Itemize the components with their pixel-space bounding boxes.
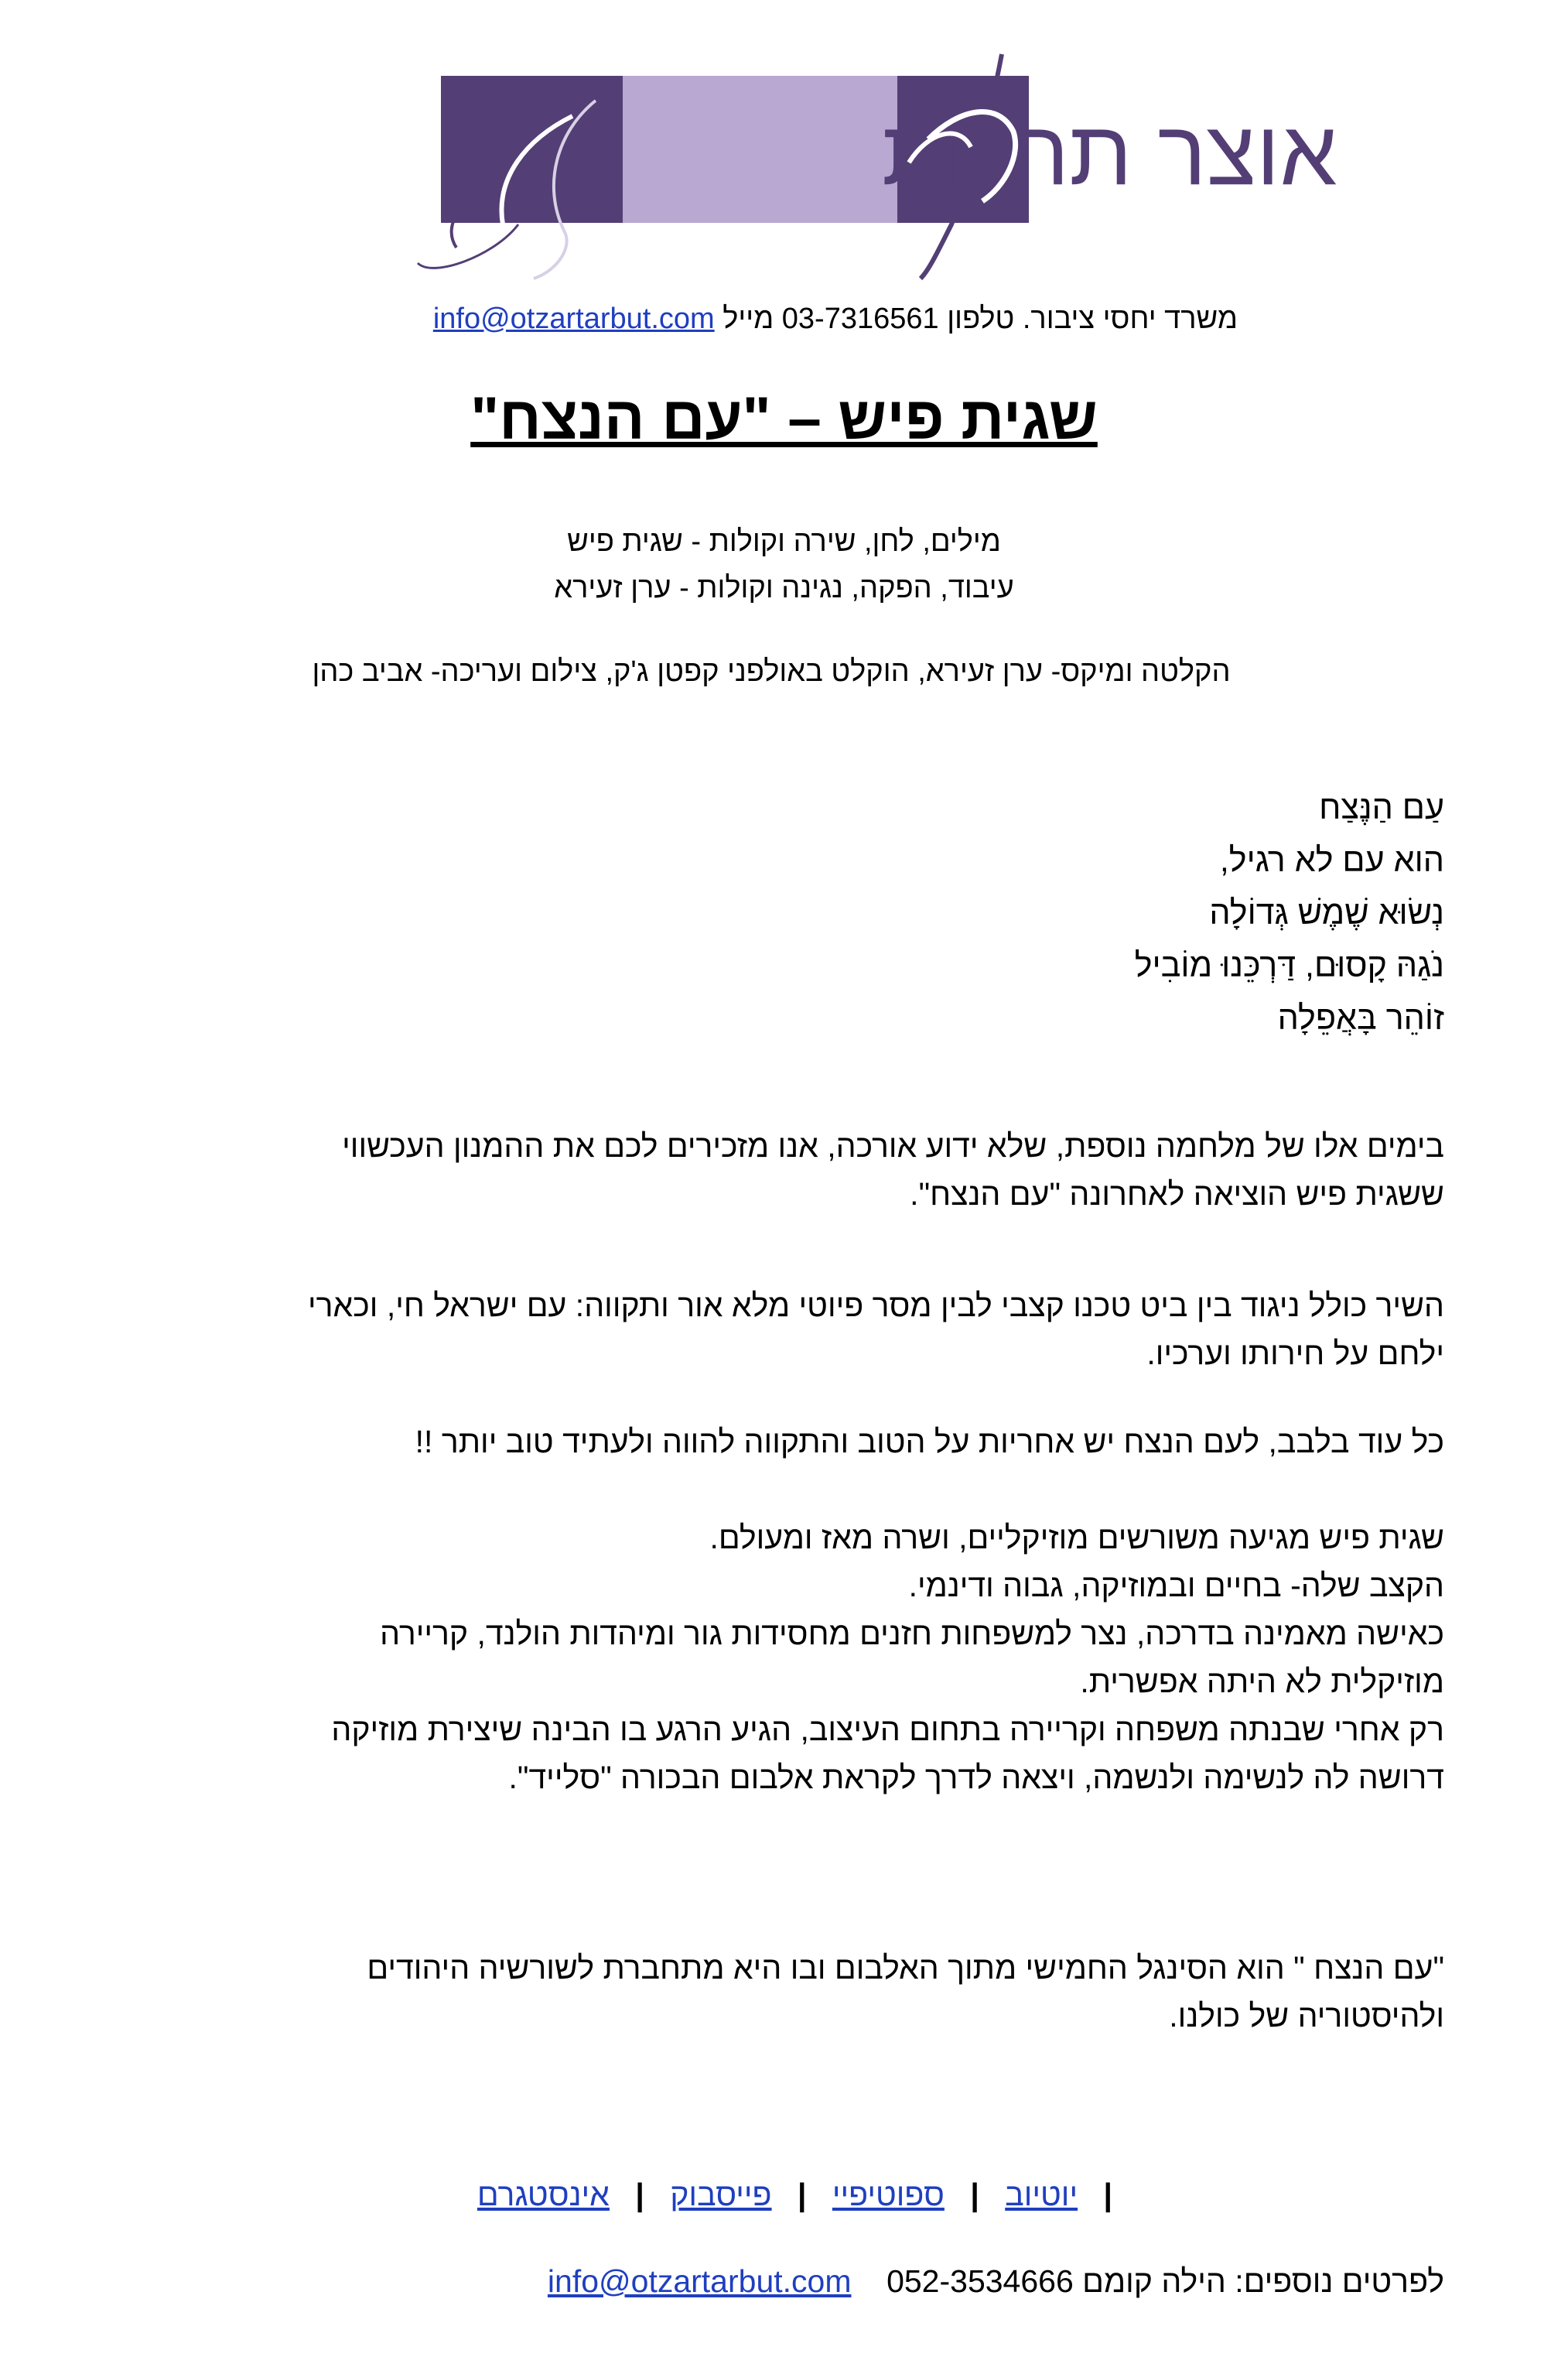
paragraph-line: השיר כולל ניגוד בין ביט טכנו קצבי לבין מסר פיוטי מלא אור ותקווה: עם ישראל חי, וכארי [307, 1288, 1444, 1323]
otzar-tarbut-logo [340, 46, 1337, 286]
poem-line: עַם הַנֶּצַח [1319, 789, 1444, 826]
youtube-link[interactable]: יוטיוב [1005, 2177, 1078, 2212]
pr-contact-line [0, 300, 1238, 337]
paragraph-1 [121, 1122, 1444, 1218]
credits-line-1: מילים, לחן, שירה וקולות - שגית פיש [567, 525, 1001, 558]
facebook-link[interactable]: פייסבוק [670, 2177, 772, 2212]
link-separator: | [1103, 2177, 1112, 2212]
poem-excerpt [1135, 782, 1444, 1045]
poem-line: נְשׂוּא שֶׁמֶשׁ גְּדוֹלָה [1209, 895, 1444, 932]
instagram-link[interactable]: אינסטגרם [477, 2177, 610, 2212]
paragraph-line: "עם הנצח " הוא הסינגל החמישי מתוך האלבום ובו היא מתחברת לשורשיה היהודים [367, 1950, 1444, 1986]
paragraph-3 [121, 1418, 1444, 1466]
paragraph-line: רק אחרי שבנתה משפחה וקריירה בתחום העיצוב, הגיע הרגע בו הבינה שיצירת מוזיקה [331, 1712, 1444, 1747]
paragraph-5 [121, 1944, 1444, 2040]
pr-email-link[interactable]: info@otzartarbut.com [432, 303, 715, 335]
contact-text: לפרטים נוספים: הילה קומם 052-3534666 [886, 2263, 1444, 2299]
social-links [0, 2173, 1129, 2216]
paragraph-line: דרושה לה לנשימה ולנשמה, ויצאה לדרך לקראת אלבום הבכורה "סלייד". [508, 1760, 1444, 1795]
paragraph-line: שגית פיש מגיעה משורשים מוזיקליים, ושרה מאז ומעולם. [709, 1520, 1444, 1555]
contact-email-link[interactable]: info@otzartarbut.com [547, 2263, 852, 2299]
paragraph-line: כל עוד בלבב, לעם הנצח יש אחריות על הטוב והתקווה להווה ולעתיד טוב יותר !! [415, 1424, 1444, 1459]
credits-line-3: הקלטה ומיקס- ערן זעירא, הוקלט באולפני קפטן ג'ק, צילום ועריכה- אביב כהן [312, 655, 1231, 688]
spotify-link[interactable]: ספוטיפיי [832, 2177, 945, 2212]
paragraph-line: ולהיסטוריה של כולנו. [1169, 1998, 1444, 2034]
paragraph-line: הקצב שלה- בחיים ובמוזיקה, גבוה ודינמי. [908, 1568, 1444, 1603]
paragraph-line: בימים אלו של מלחמה נוספת, שלא ידוע אורכה, אנו מזכירים לכם את ההמנון העכשווי [342, 1128, 1444, 1164]
paragraph-line: ששגית פיש הוציאה לאחרונה "עם הנצח". [910, 1176, 1444, 1212]
paragraph-2 [121, 1281, 1444, 1377]
paragraph-line: כאישה מאמינה בדרכה, נצר למשפחות חזנים מחסידות גור ומיהדות הולנד, קריירה [380, 1616, 1444, 1651]
pr-line-text: משרד יחסי ציבור. טלפון 03-7316561 מייל [723, 303, 1238, 335]
poem-line: נֹגַהּ קָסוּם, דַּרְכֵּנוּ מוֹבִיל [1134, 947, 1444, 984]
link-separator: | [635, 2177, 644, 2212]
paragraph-4 [121, 1514, 1444, 1801]
link-separator: | [797, 2177, 807, 2212]
poem-line: הוא עם לא רגיל, [1219, 842, 1444, 879]
page-title: שגית פיש – "עם הנצח" [470, 384, 1098, 452]
paragraph-line: מוזיקלית לא היתה אפשרית. [1080, 1664, 1444, 1699]
contact-line [548, 2259, 1444, 2303]
paragraph-line: ילחם על חירותו וערכיו. [1146, 1336, 1444, 1371]
link-separator: | [970, 2177, 979, 2212]
logo-text: אוצר תרבות [882, 102, 1337, 204]
credits-line-2: עיבוד, הפקה, נגינה וקולות - ערן זעירא [554, 572, 1014, 604]
poem-line: זוֹהֵר בָּאֲפֵלָה [1277, 1000, 1444, 1037]
